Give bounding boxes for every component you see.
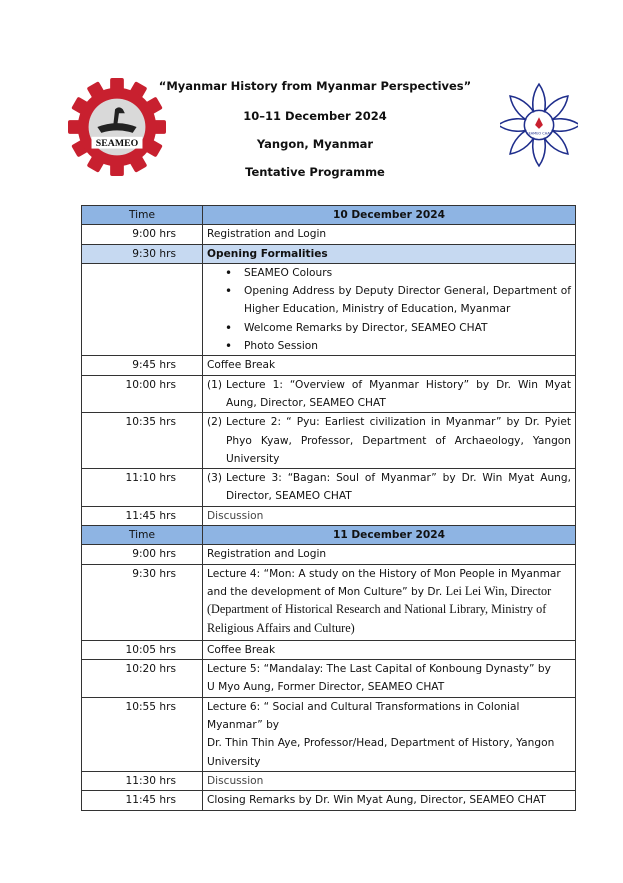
- row-activity: Coffee Break: [203, 640, 576, 659]
- row-activity: Lecture 3: “Bagan: Soul of Myanmar” by Dr. Win Myat Aung, Director, SEAMEO CHAT: [226, 472, 571, 503]
- list-item: • Welcome Remarks by Director, SEAMEO CHAT: [244, 319, 571, 337]
- row-time: 9:00 hrs: [82, 545, 203, 564]
- programme-subtitle: Tentative Programme: [245, 165, 385, 179]
- row-activity: Lecture 5: “Mandalay: The Last Capital of Konboung Dynasty” by: [207, 663, 551, 676]
- table-row: [82, 640, 576, 659]
- seameo-logo-text: SEAMEO: [95, 138, 139, 150]
- lecture-number: (2): [207, 416, 223, 429]
- row-time: 9:45 hrs: [82, 356, 203, 375]
- table-row: [82, 791, 576, 810]
- row-time: 9:00 hrs: [82, 225, 203, 244]
- row-time: 10:20 hrs: [82, 660, 203, 698]
- row-time: 11:45 hrs: [82, 791, 203, 810]
- programme-table: [81, 205, 576, 811]
- row-activity: Registration and Login: [203, 545, 576, 564]
- table-row: [82, 356, 576, 375]
- row-time: 9:30 hrs: [82, 244, 203, 263]
- opening-formalities-list: [207, 264, 571, 355]
- time-column-header: Time: [82, 206, 203, 225]
- row-time: 11:30 hrs: [82, 771, 203, 790]
- table-row: [82, 545, 576, 564]
- chat-lotus-logo: [500, 80, 578, 170]
- lecture-number: (1): [207, 378, 223, 391]
- day1-date: 10 December 2024: [203, 206, 576, 225]
- row-activity: Closing Remarks by Dr. Win Myat Aung, Director, SEAMEO CHAT: [203, 791, 576, 810]
- event-title: “Myanmar History from Myanmar Perspectives”: [158, 79, 472, 93]
- row-activity-speaker: Dr. Thin Thin Aye, Professor/Head, Department of History, Yangon University: [207, 737, 555, 768]
- lecture-number: (3): [207, 472, 223, 485]
- event-location: Yangon, Myanmar: [256, 137, 374, 151]
- row-activity: Lecture 6: “ Social and Cultural Transformations in Colonial Myanmar” by: [207, 700, 520, 732]
- row-activity-speaker: U Myo Aung, Former Director, SEAMEO CHAT: [207, 681, 445, 694]
- row-activity: Lecture 2: “ Pyu: Earliest civilization in Myanmar” by Dr. Pyiet Phyo Kyaw, Professor, Department of Archaeology, Yangon University: [226, 416, 571, 465]
- table-row: [82, 413, 576, 469]
- chat-logo-text: SEAMEO CHAT: [526, 131, 552, 136]
- list-item: • SEAMEO Colours: [244, 264, 571, 282]
- row-time: 10:00 hrs: [82, 375, 203, 413]
- time-column-header: Time: [82, 526, 203, 545]
- row-activity: Registration and Login: [203, 225, 576, 244]
- row-time: 11:10 hrs: [82, 469, 203, 507]
- row-time: 10:55 hrs: [82, 697, 203, 771]
- list-item: • Opening Address by Deputy Director General, Department of Higher Education, Ministry of Education, Myanmar: [244, 282, 571, 319]
- table-row: [82, 225, 576, 244]
- table-row: [82, 263, 576, 355]
- row-time: 10:35 hrs: [82, 413, 203, 469]
- day2-header-row: [82, 526, 576, 545]
- list-item: • Photo Session: [244, 337, 571, 355]
- row-activity: Discussion: [203, 506, 576, 525]
- row-time: 10:05 hrs: [82, 640, 203, 659]
- table-row: [82, 244, 576, 263]
- row-activity: Coffee Break: [203, 356, 576, 375]
- row-activity: Lecture 4: “Mon: A study on the History of Mon People in Myanmar and the development of Mon Culture” by Dr.: [207, 567, 561, 598]
- day1-header-row: [82, 206, 576, 225]
- table-row: [82, 697, 576, 771]
- table-row: [82, 469, 576, 507]
- event-dates: 10–11 December 2024: [243, 109, 387, 123]
- table-row: [82, 375, 576, 413]
- table-row: [82, 506, 576, 525]
- row-activity: Opening Formalities: [203, 244, 576, 263]
- row-time: 11:45 hrs: [82, 506, 203, 525]
- table-row: [82, 660, 576, 698]
- day2-date: 11 December 2024: [203, 526, 576, 545]
- row-activity: Lecture 1: “Overview of Myanmar History” by Dr. Win Myat Aung, Director, SEAMEO CHAT: [226, 378, 571, 409]
- row-time: 9:30 hrs: [82, 564, 203, 640]
- table-row: [82, 564, 576, 640]
- row-activity: Discussion: [203, 771, 576, 790]
- row-activity-continued: Lei Lei Win, Director (Department of Historical Research and National Library, Ministry of Religious Affairs and Culture): [207, 583, 552, 635]
- table-row: [82, 771, 576, 790]
